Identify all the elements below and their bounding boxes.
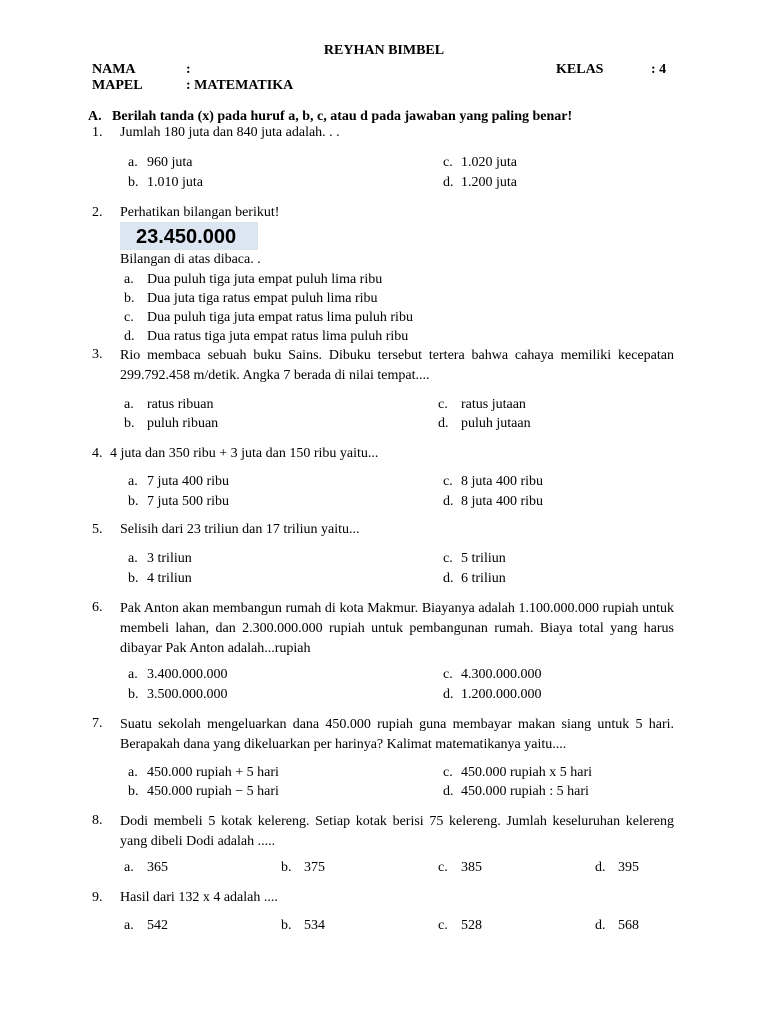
option-text: 450.000 rupiah x 5 hari [461, 765, 593, 780]
option-letter: d. [443, 175, 454, 190]
option-text: 7 juta 500 ribu [147, 494, 230, 509]
option-text: 1.020 juta [461, 155, 517, 170]
question-number: 5. [92, 522, 103, 537]
option-text: 8 juta 400 ribu [461, 474, 544, 489]
option-letter: d. [124, 329, 135, 344]
question-number: 8. [92, 813, 103, 828]
option-letter: d. [443, 571, 454, 586]
option-text: 395 [618, 860, 639, 875]
option-letter: a. [124, 272, 134, 287]
nama-label: NAMA [92, 62, 136, 77]
option-text: 542 [147, 918, 168, 933]
option-letter: a. [124, 397, 134, 412]
option-letter: b. [124, 416, 135, 431]
question-number: 7. [92, 716, 103, 731]
section-instruction: Berilah tanda (x) pada huruf a, b, c, atau d pada jawaban yang paling benar! [112, 109, 573, 124]
option-letter: b. [281, 918, 292, 933]
option-text: Dua ratus tiga juta empat ratus lima puluh ribu [147, 329, 409, 344]
option-letter: c. [443, 474, 453, 489]
option-text: 450.000 rupiah : 5 hari [461, 784, 589, 799]
option-letter: a. [128, 155, 138, 170]
option-text: 528 [461, 918, 482, 933]
option-letter: b. [128, 571, 139, 586]
option-letter: c. [124, 310, 134, 325]
option-letter: b. [128, 175, 139, 190]
question-text: Suatu sekolah mengeluarkan dana 450.000 rupiah guna membayar makan siang untuk 5 hari. Berapakah dana yang dikeluarkan per harinya? Kalimat matematikanya yaitu.... [120, 717, 674, 752]
option-text: 450.000 rupiah − 5 hari [147, 784, 279, 799]
question-text: Dodi membeli 5 kotak kelereng. Setiap kotak berisi 75 kelereng. Jumlah keseluruhan kelereng yang dibeli Dodi adalah ..... [120, 814, 674, 849]
option-text: 960 juta [147, 155, 193, 170]
option-text: Dua juta tiga ratus empat puluh lima ribu [147, 291, 378, 306]
option-text: Dua puluh tiga juta empat puluh lima ribu [147, 272, 383, 287]
option-letter: a. [128, 551, 138, 566]
option-letter: c. [443, 551, 453, 566]
worksheet-title: REYHAN BIMBEL [323, 43, 445, 58]
option-text: 1.010 juta [147, 175, 203, 190]
option-text: 3.400.000.000 [147, 667, 228, 682]
option-letter: a. [128, 474, 138, 489]
section-letter: A. [88, 109, 102, 124]
option-text: 3.500.000.000 [147, 687, 228, 702]
option-letter: c. [438, 860, 448, 875]
option-text: 5 triliun [461, 551, 506, 566]
option-text: 7 juta 400 ribu [147, 474, 230, 489]
option-text: 365 [147, 860, 168, 875]
option-letter: c. [438, 397, 448, 412]
option-letter: d. [595, 860, 606, 875]
option-letter: c. [443, 765, 453, 780]
option-letter: c. [443, 667, 453, 682]
option-letter: b. [128, 687, 139, 702]
option-letter: b. [128, 784, 139, 799]
mapel-value: : MATEMATIKA [186, 78, 294, 93]
option-letter: d. [438, 416, 449, 431]
option-letter: d. [443, 687, 454, 702]
option-letter: b. [124, 291, 135, 306]
option-text: Dua puluh tiga juta empat ratus lima puluh ribu [147, 310, 413, 325]
option-letter: b. [128, 494, 139, 509]
option-letter: c. [438, 918, 448, 933]
option-text: 3 triliun [147, 551, 192, 566]
question-number: 2. [92, 205, 103, 220]
option-letter: d. [595, 918, 606, 933]
mapel-label: MAPEL [92, 78, 143, 93]
option-text: 450.000 rupiah + 5 hari [147, 765, 279, 780]
option-letter: c. [443, 155, 453, 170]
option-letter: a. [128, 667, 138, 682]
option-text: 4.300.000.000 [461, 667, 542, 682]
question-text: 4 juta dan 350 ribu + 3 juta dan 150 ribu yaitu... [110, 446, 379, 461]
nama-value: : [186, 62, 191, 77]
option-text: 534 [304, 918, 325, 933]
kelas-value: : 4 [651, 62, 667, 77]
question-number: 9. [92, 890, 103, 905]
option-text: 4 triliun [147, 571, 192, 586]
question-text: Rio membaca sebuah buku Sains. Dibuku tersebut tertera bahwa cahaya memiliki kecepatan 299.792.458 m/detik. Angka 7 berada di nilai tempat.... [120, 348, 674, 383]
option-text: 1.200.000.000 [461, 687, 542, 702]
option-letter: d. [443, 494, 454, 509]
option-text: 385 [461, 860, 482, 875]
option-letter: a. [124, 860, 134, 875]
option-text: 1.200 juta [461, 175, 517, 190]
question-text: Hasil dari 132 x 4 adalah .... [120, 890, 278, 905]
question-text: Pak Anton akan membangun rumah di kota Makmur. Biayanya adalah 1.100.000.000 rupiah untuk membeli lahan, dan 2.300.000.000 rupiah untuk pembangunan rumah. Biaya total yang harus dibayar Pak Anton adalah...rupiah [120, 601, 674, 656]
question-text: Jumlah 180 juta dan 840 juta adalah. . . [120, 125, 340, 140]
option-text: ratus jutaan [461, 397, 526, 412]
option-letter: a. [124, 918, 134, 933]
option-text: puluh ribuan [147, 416, 219, 431]
question-text: Perhatikan bilangan berikut! [120, 205, 280, 220]
question-subtext: Bilangan di atas dibaca. . [120, 252, 261, 267]
option-text: 8 juta 400 ribu [461, 494, 544, 509]
option-letter: d. [443, 784, 454, 799]
option-text: ratus ribuan [147, 397, 214, 412]
highlighted-number: 23.450.000 [136, 226, 237, 248]
question-number: 6. [92, 600, 103, 615]
question-text: Selisih dari 23 triliun dan 17 triliun yaitu... [120, 522, 360, 537]
option-letter: b. [281, 860, 292, 875]
question-number: 1. [92, 125, 103, 140]
question-number: 3. [92, 347, 103, 362]
option-text: 568 [618, 918, 639, 933]
option-text: 6 triliun [461, 571, 506, 586]
question-number: 4. [92, 446, 103, 461]
kelas-label: KELAS [556, 62, 604, 77]
option-text: 375 [304, 860, 325, 875]
option-letter: a. [128, 765, 138, 780]
option-text: puluh jutaan [461, 416, 531, 431]
